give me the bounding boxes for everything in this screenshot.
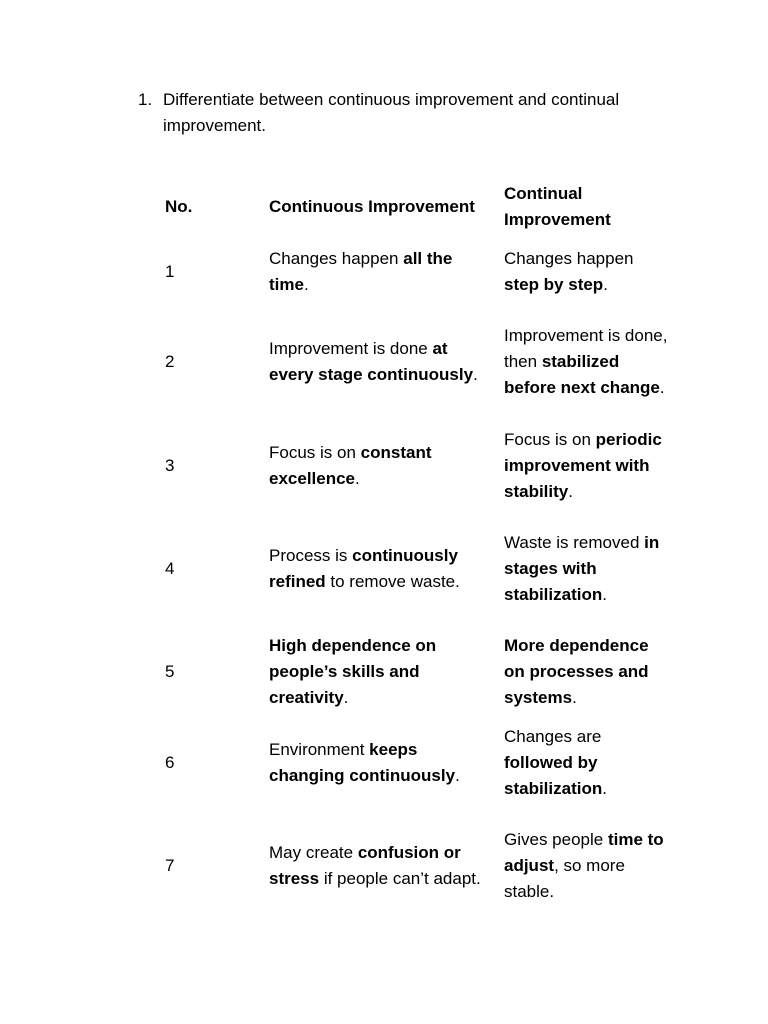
- table-row: [157, 808, 677, 924]
- bold-text: stabilized before next change: [504, 352, 660, 397]
- bold-text: at every stage continuously: [269, 339, 474, 384]
- cell-text: Changes are: [504, 726, 602, 746]
- cell-text: .: [568, 481, 573, 501]
- continual-cell: [496, 239, 677, 304]
- continuous-cell: [261, 717, 496, 808]
- bold-text: keeps changing continuously: [269, 739, 456, 785]
- bold-text: High dependence on people’s skills and creativity: [269, 636, 437, 707]
- cell-text: Improvement is done, then: [504, 326, 668, 371]
- bold-text: followed by stabilization: [504, 752, 603, 798]
- continuous-cell: [261, 627, 496, 717]
- table-row: [157, 717, 677, 808]
- cell-text: , so more stable.: [504, 856, 625, 901]
- bold-text: continuously refined: [269, 546, 458, 591]
- row-number: 4: [165, 559, 175, 578]
- cell-text: Improvement is done: [269, 339, 433, 358]
- continual-cell: [496, 511, 677, 627]
- row-number: 1: [165, 261, 175, 281]
- cell-text: .: [572, 688, 577, 707]
- cell-text: .: [343, 688, 349, 707]
- row-number: 7: [165, 856, 175, 875]
- bold-text: time to adjust: [504, 830, 664, 875]
- continuous-cell: [261, 420, 496, 511]
- bold-text: all the time: [269, 248, 453, 294]
- question-item: [138, 87, 638, 139]
- cell-text: Environment: [269, 739, 370, 759]
- row-number: 3: [165, 455, 175, 475]
- cell-text: .: [602, 585, 607, 604]
- continuous-cell: [261, 239, 496, 304]
- header-no: No.: [165, 196, 193, 216]
- continual-cell: [496, 304, 677, 420]
- continuous-cell: [261, 808, 496, 924]
- bold-text: in stages with stabilization: [504, 533, 660, 604]
- cell-text: Changes happen: [269, 248, 404, 268]
- cell-text: Focus is on: [504, 429, 596, 449]
- table-header-row: [157, 174, 677, 239]
- cell-text: .: [355, 468, 360, 488]
- comparison-table: [157, 174, 677, 924]
- continual-cell: [496, 627, 677, 717]
- bold-text: More dependence on processes and systems: [504, 636, 649, 707]
- header-continual: Continual Improvement: [504, 183, 611, 229]
- row-number: 2: [165, 352, 175, 371]
- bold-text: confusion or stress: [269, 843, 461, 888]
- cell-text: Process is: [269, 546, 353, 565]
- cell-text: .: [602, 778, 607, 798]
- row-number: 5: [165, 662, 175, 681]
- continual-cell: [496, 808, 677, 924]
- table-row: [157, 511, 677, 627]
- cell-text: Changes happen: [504, 248, 634, 268]
- cell-text: .: [659, 378, 665, 397]
- table-row: [157, 420, 677, 511]
- bold-text: periodic improvement with stability: [504, 429, 662, 501]
- continuous-cell: [261, 511, 496, 627]
- cell-text: Gives people: [504, 830, 608, 849]
- table-row: [157, 627, 677, 717]
- question-text: Differentiate between continuous improvement and continual improvement.: [163, 90, 620, 135]
- continual-cell: [496, 420, 677, 511]
- cell-text: Waste is removed: [504, 533, 645, 552]
- continuous-cell: [261, 304, 496, 420]
- continual-cell: [496, 717, 677, 808]
- bold-text: step by step: [504, 274, 604, 294]
- cell-text: .: [603, 274, 608, 294]
- cell-text: to remove waste.: [325, 572, 460, 591]
- cell-text: Focus is on: [269, 442, 361, 462]
- cell-text: May create: [269, 843, 358, 862]
- bold-text: constant excellence: [269, 442, 432, 488]
- table-body: [157, 239, 677, 924]
- cell-text: .: [455, 765, 460, 785]
- header-continuous: Continuous Improvement: [269, 196, 475, 216]
- cell-text: if people can’t adapt.: [319, 869, 481, 888]
- row-number: 6: [165, 752, 175, 772]
- table-row: [157, 239, 677, 304]
- table-row: [157, 304, 677, 420]
- cell-text: .: [303, 274, 309, 294]
- cell-text: .: [473, 365, 478, 384]
- question-number: 1.: [138, 90, 153, 109]
